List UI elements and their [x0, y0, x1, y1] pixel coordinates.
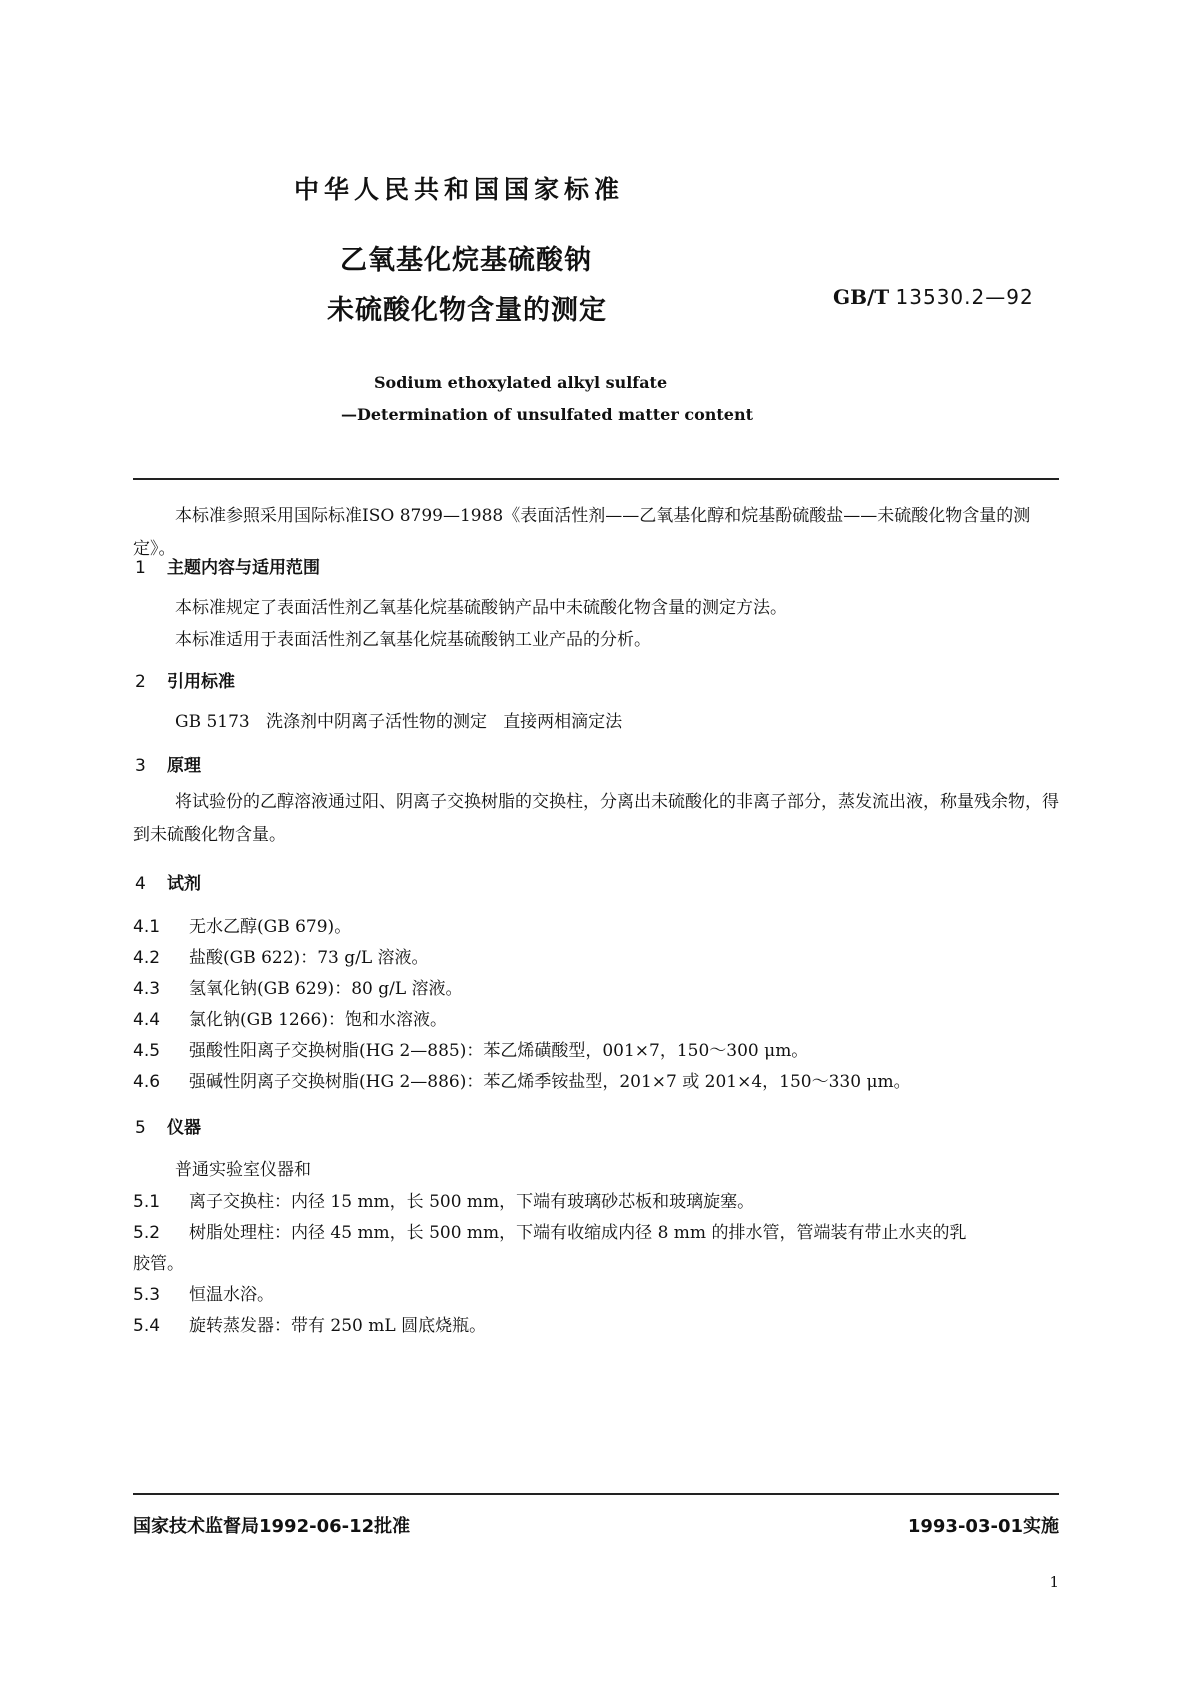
reagent-item [133, 943, 429, 968]
section-1-para-1: 本标准规定了表面活性剂乙氧基化烷基硫酸钠产品中未硫酸化物含量的测定方法。 [175, 598, 787, 618]
item-text: 盐酸(GB 622)：73 g/L 溶液。 [189, 948, 429, 968]
reagent-item [133, 912, 351, 937]
section-4-number: 4 [135, 874, 146, 894]
reference-method: 直接两相滴定法 [503, 712, 623, 732]
item-number: 4.4 [133, 1010, 161, 1030]
item-number: 5.4 [133, 1316, 161, 1336]
section-2-number: 2 [135, 672, 146, 692]
national-standard-heading: 中华人民共和国国家标准 [294, 175, 625, 204]
document-title-line-1: 乙氧基化烷基硫酸钠 [340, 245, 592, 276]
intro-text: 本标准参照采用国际标准ISO 8799—1988《表面活性剂——乙氧基化醇和烷基酚硫酸盐——未硫酸化物含量的测定》。 [133, 506, 1031, 559]
item-number: 4.6 [133, 1072, 161, 1092]
apparatus-item [133, 1218, 966, 1243]
section-3-title: 原理 [167, 756, 201, 776]
item-text: 离子交换柱：内径 15 mm，长 500 mm，下端有玻璃砂芯板和玻璃旋塞。 [189, 1192, 755, 1212]
item-number: 4.5 [133, 1041, 161, 1061]
apparatus-item [133, 1187, 754, 1212]
item-text: 强酸性阳离子交换树脂(HG 2—885)：苯乙烯磺酸型，001×7，150～300 μm。 [189, 1041, 809, 1061]
section-2-heading [135, 667, 235, 692]
reference-code: GB 5173 [175, 712, 250, 732]
section-5-lead: 普通实验室仪器和 [175, 1160, 311, 1180]
apparatus-item [133, 1311, 486, 1336]
item-text: 强碱性阴离子交换树脂(HG 2—886)：苯乙烯季铵盐型，201×7 或 201×4，150～330 μm。 [189, 1072, 911, 1092]
standard-code [833, 285, 1034, 309]
section-4-title: 试剂 [167, 874, 201, 894]
english-title-line-2: —Determination of unsulfated matter content [341, 405, 753, 424]
reagent-item [133, 974, 463, 999]
item-text: 恒温水浴。 [189, 1285, 274, 1305]
section-3-paragraph: 将试验份的乙醇溶液通过阳、阴离子交换树脂的交换柱，分离出未硫酸化的非离子部分，蒸发流出液，称量残余物，得到未硫酸化物含量。 [133, 792, 1059, 845]
section-3-number: 3 [135, 756, 146, 776]
item-number: 4.1 [133, 917, 161, 937]
reagent-item [133, 1036, 808, 1061]
section-1-number: 1 [135, 558, 146, 578]
footer-divider [133, 1493, 1059, 1495]
section-5-heading [135, 1113, 201, 1138]
approval-date: 国家技术监督局1992-06-12批准 [133, 1516, 411, 1537]
item-number: 4.2 [133, 948, 161, 968]
standard-code-prefix: GB/T [833, 285, 890, 309]
section-5-number: 5 [135, 1118, 146, 1138]
section-5-title: 仪器 [167, 1118, 201, 1138]
item-text: 旋转蒸发器：带有 250 mL 圆底烧瓶。 [189, 1316, 487, 1336]
reagent-item [133, 1005, 447, 1030]
english-title-line-1: Sodium ethoxylated alkyl sulfate [374, 373, 668, 392]
apparatus-item [133, 1280, 274, 1305]
reference-title: 洗涤剂中阴离子活性物的测定 [265, 712, 487, 732]
section-4-heading [135, 869, 201, 894]
apparatus-item-continuation: 胶管。 [133, 1254, 184, 1274]
document-title-line-2: 未硫酸化物含量的测定 [327, 295, 607, 326]
section-2-title: 引用标准 [167, 672, 235, 692]
section-1-heading [135, 553, 320, 578]
section-1-title: 主题内容与适用范围 [167, 558, 320, 578]
item-text: 树脂处理柱：内径 45 mm，长 500 mm，下端有收缩成内径 8 mm 的排水管，管端装有带止水夹的乳 [189, 1223, 967, 1243]
item-number: 5.1 [133, 1192, 161, 1212]
section-1-para-2: 本标准适用于表面活性剂乙氧基化烷基硫酸钠工业产品的分析。 [175, 630, 651, 650]
item-text: 无水乙醇(GB 679)。 [189, 917, 352, 937]
item-number: 5.3 [133, 1285, 161, 1305]
standard-code-number: 13530.2—92 [895, 285, 1034, 309]
intro-paragraph [133, 465, 1059, 559]
page-number: 1 [1049, 1573, 1059, 1591]
reference-standard [175, 707, 622, 732]
item-text: 氢氧化钠(GB 629)：80 g/L 溶液。 [189, 979, 463, 999]
item-number: 4.3 [133, 979, 161, 999]
item-text: 氯化钠(GB 1266)：饱和水溶液。 [189, 1010, 448, 1030]
reagent-item [133, 1067, 911, 1092]
section-3-heading [135, 751, 201, 776]
item-number: 5.2 [133, 1223, 161, 1243]
effective-date: 1993-03-01实施 [907, 1516, 1059, 1537]
